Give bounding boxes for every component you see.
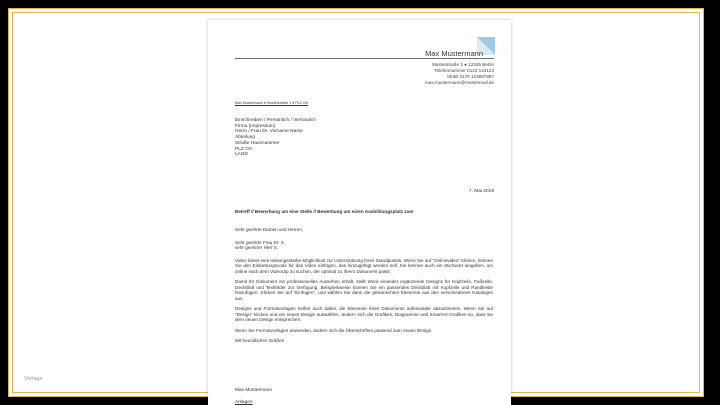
enclosure-label: Anlagen xyxy=(235,400,253,405)
letter-page xyxy=(208,20,511,405)
recipient-block xyxy=(235,118,316,158)
recipient-line: Straße Hausnummer xyxy=(235,140,280,146)
recipient-line: Firma (Impressum) xyxy=(235,123,276,129)
sender-address-line: Musterstraße 1 ● 12345 Berlin xyxy=(431,62,494,67)
recipient-line: LAND xyxy=(235,152,248,158)
recipient-line: PLZ Ort xyxy=(235,146,252,152)
salutation-male: sehr geehrter Herr X, xyxy=(235,245,279,250)
recipient-line: Abteilung xyxy=(235,135,256,141)
return-address: Max Mustermann ● Musterstraße 1 ● PLZ Ort xyxy=(235,101,308,105)
body-paragraph: Damit Ihr Dokument ein professionelles Aussehen erhält, stellt Word einander ergänzende Designs für Kopfzeile, Fußzeile, Deckblatt und Textfelder zur Verfügung. Beispielsweise können Sie ein passendes Deckblatt mit Kopfzeile und Randleiste hinzufügen. Klicken Sie auf "Einfügen", und wählen Sie dann die gewünschten Elemente aus den verschiedenen Katalogen aus. xyxy=(235,279,493,301)
closing: Mit freundlichen Grüßen xyxy=(235,338,285,343)
letter-date: 7. Mai 2019 xyxy=(468,189,494,194)
header-rule xyxy=(235,58,494,59)
salutation-personal xyxy=(235,240,493,251)
sender-email: max.mustermann@mustermail.de xyxy=(425,80,494,85)
body-paragraph: Designs und Formatvorlagen helfen auch dabei, die Elemente Ihres Dokuments aufeinander abzustimmen. Wenn Sie auf "Design" klicken und ein neues Design auswählen, ändern sich die Grafiken, Diagramme und SmartArt-Grafiken so, dass sie dem neuen Design entsprechen. xyxy=(235,306,493,322)
sender-name: Max Mustermann xyxy=(425,49,483,58)
recipient-line: Herrn / Frau Dr. Vorname Name xyxy=(235,129,303,135)
body-paragraph: Wenn Sie Formatvorlagen anwenden, ändern sich die Überschriften passend zum neuen Design. xyxy=(235,327,433,333)
body-paragraph: Video bietet eine leistungsstarke Möglichkeit zur Unterstützung Ihres Standpunkts. Wenn Sie auf "Onlinevideo" klicken, können Sie den Einbettungscode für das Video einfügen, das hinzugefügt werden soll. Sie können auch ein Stichwort eingeben, um online nach dem Videoclip zu suchen, der optimal zu Ihrem Dokument passt. xyxy=(235,257,493,274)
recipient-line: Einschreiben / Persönlich / Vertraulich xyxy=(235,118,316,123)
sender-address xyxy=(425,62,494,86)
watermark: Vorlage xyxy=(24,376,43,382)
signature-name: Max Mustermann xyxy=(235,388,273,393)
sender-phone: Telefonnummer 0123 123123 xyxy=(434,68,494,73)
letter-body xyxy=(235,227,493,349)
sender-mobile: Mobil 0176 123987987 xyxy=(447,74,494,79)
salutation: Sehr geehrte Damen und Herren, xyxy=(235,227,304,232)
subject-line: Betreff // Bewerbung um eine Stelle // Bewerbung um einen Ausbildungsplatz zum xyxy=(235,209,414,214)
salutation-female: Sehr geehrte Frau Dr. X, xyxy=(235,239,286,245)
